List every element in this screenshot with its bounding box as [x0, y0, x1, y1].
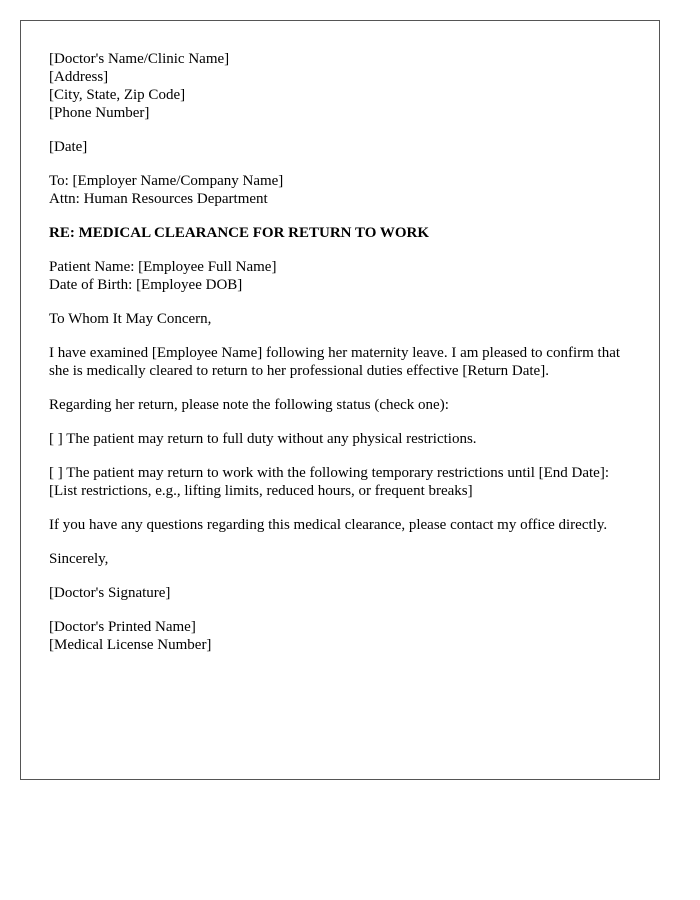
spacer: [49, 414, 639, 430]
patient-dob: Date of Birth: [Employee DOB]: [49, 277, 243, 293]
letter-page: [20, 20, 660, 780]
recipient-attn: Attn: Human Resources Department: [49, 191, 268, 207]
spacer: [49, 500, 639, 516]
clinic-address: [Address]: [49, 69, 109, 85]
option-full-duty: [ ] The patient may return to full duty without any physical restrictions.: [49, 431, 477, 447]
recipient-to: To: [Employer Name/Company Name]: [49, 173, 284, 189]
spacer: [49, 294, 639, 310]
contact-paragraph: If you have any questions regarding this medical clearance, please contact my office directly.: [49, 517, 608, 533]
spacer: [49, 568, 639, 584]
spacer: [49, 602, 639, 618]
option-restrictions: [ ] The patient may return to work with the following temporary restrictions until [End Date]:: [49, 465, 609, 481]
subject-line: RE: MEDICAL CLEARANCE FOR RETURN TO WORK: [49, 225, 430, 241]
examination-paragraph: I have examined [Employee Name] following her maternity leave. I am pleased to confirm that she is medically cleared to return to her professional duties effective [Return Date].: [49, 345, 621, 379]
closing: Sincerely,: [49, 551, 109, 567]
spacer: [49, 242, 639, 258]
medical-license-number: [Medical License Number]: [49, 637, 212, 653]
status-intro: Regarding her return, please note the following status (check one):: [49, 397, 449, 413]
clinic-city-state-zip: [City, State, Zip Code]: [49, 87, 186, 103]
doctor-clinic-name: [Doctor's Name/Clinic Name]: [49, 51, 230, 67]
spacer: [49, 328, 639, 344]
spacer: [49, 122, 639, 138]
restrictions-list: [List restrictions, e.g., lifting limits, reduced hours, or frequent breaks]: [49, 483, 473, 499]
patient-name: Patient Name: [Employee Full Name]: [49, 259, 277, 275]
spacer: [49, 208, 639, 224]
doctor-signature: [Doctor's Signature]: [49, 585, 171, 601]
spacer: [49, 156, 639, 172]
clinic-phone: [Phone Number]: [49, 105, 150, 121]
letter-date: [Date]: [49, 139, 88, 155]
salutation: To Whom It May Concern,: [49, 311, 212, 327]
spacer: [49, 448, 639, 464]
doctor-printed-name: [Doctor's Printed Name]: [49, 619, 196, 635]
spacer: [49, 534, 639, 550]
spacer: [49, 380, 639, 396]
letter-content: [49, 50, 639, 654]
